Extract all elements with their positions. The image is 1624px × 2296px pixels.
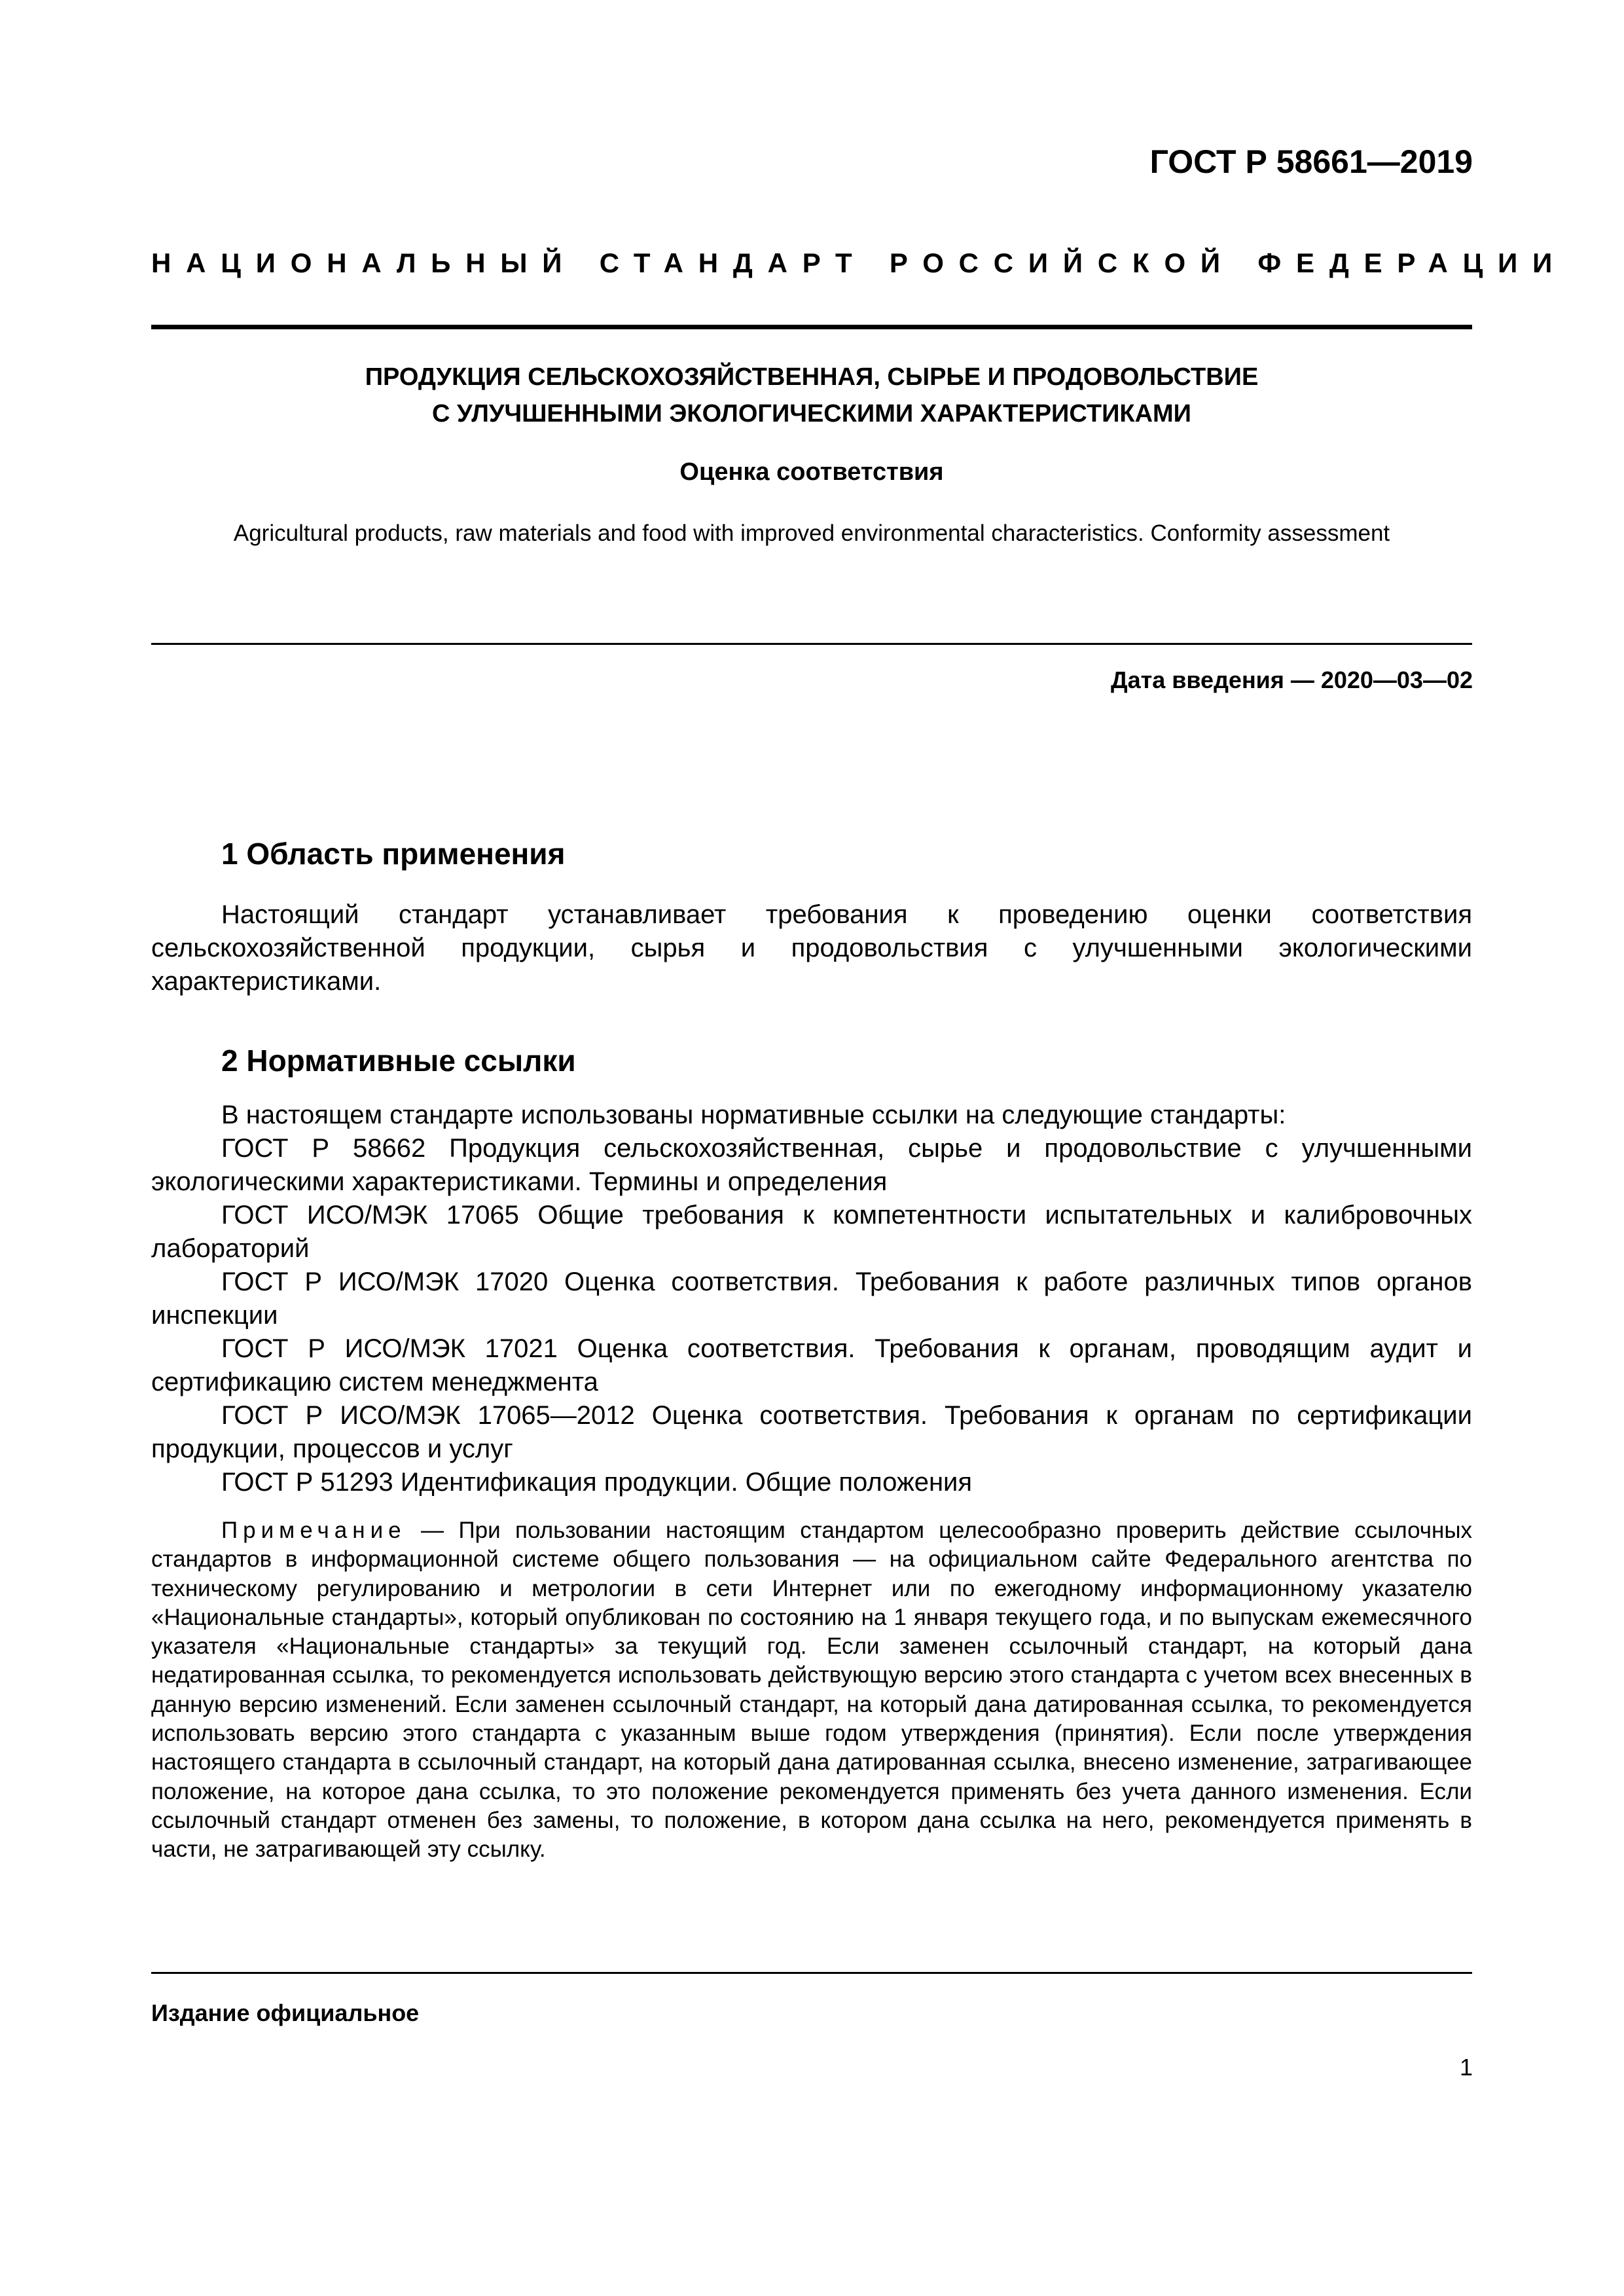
- section-1-text: [151, 898, 1472, 998]
- national-standard-banner: НАЦИОНАЛЬНЫЙ СТАНДАРТ РОССИЙСКОЙ ФЕДЕРАЦИИ: [151, 247, 1568, 278]
- section-1-heading: 1 Область применения: [221, 837, 566, 871]
- title-line-1: ПРОДУКЦИЯ СЕЛЬСКОХОЗЯЙСТВЕННАЯ, СЫРЬЕ И ПРОДОВОЛЬСТВИЕ: [365, 363, 1259, 391]
- note-text: — При пользовании настоящим стандартом целесообразно проверить действие ссылочных стандартов в информационной системе общего пользования — на официальном сайте Федерального агентства по техническому регулированию и метрологии в сети Интернет или по ежегодному информационному указателю «Национальные стандарты», который опубликован по состоянию на 1 января текущего года, и по выпускам ежемесячного указателя «Национальные стандарты» за текущий год. Если заменен ссылочный стандарт, на который дана недатированная ссылка, то рекомендуется использовать действующую версию этого стандарта с учетом всех внесенных в данную версию изменений. Если заменен ссылочный стандарт, на который дана датированная ссылка, то рекомендуется использовать версию этого стандарта с указанным выше годом утверждения (принятия). Если после утверждения настоящего стандарта в ссылочный стандарт, на который дана датированная ссылка, внесено изменение, затрагивающее положение, на которое дана ссылка, то это положение рекомендуется применять без учета данного изменения. Если ссылочный стандарт отменен без замены, то положение, в котором дана ссылка на него, рекомендуется применять в части, не затрагивающей эту ссылку.: [151, 1518, 1472, 1863]
- note: [151, 1516, 1472, 1865]
- section-2-heading: 2 Нормативные ссылки: [221, 1044, 576, 1078]
- english-title: Agricultural products, raw materials and food with improved environmental characteristics. Conformity assessment: [233, 520, 1390, 546]
- reference-item: ГОСТ ИСО/МЭК 17065 Общие требования к компетентности испытательных и калибровочных лабораторий: [151, 1201, 1472, 1263]
- reference-item: ГОСТ Р ИСО/МЭК 17021 Оценка соответствия. Требования к органам, проводящим аудит и сертификацию систем менеджмента: [151, 1334, 1472, 1396]
- document-subtitle: Оценка соответствия: [679, 458, 944, 486]
- page-number: 1: [1459, 2054, 1473, 2081]
- title-line-2: С УЛУЧШЕННЫМИ ЭКОЛОГИЧЕСКИМИ ХАРАКТЕРИСТИКАМИ: [432, 400, 1191, 428]
- title-rule: [151, 643, 1472, 645]
- header-rule: [151, 325, 1472, 329]
- reference-item: ГОСТ Р ИСО/МЭК 17020 Оценка соответствия. Требования к работе различных типов органов инспекции: [151, 1267, 1472, 1330]
- footer-rule: [151, 1972, 1472, 1974]
- official-edition-label: Издание официальное: [151, 1999, 420, 2026]
- document-title: [151, 359, 1472, 432]
- note-label: Примечание: [221, 1518, 406, 1543]
- reference-item: ГОСТ Р 51293 Идентификация продукции. Общие положения: [221, 1468, 973, 1497]
- introduction-date: Дата введения — 2020—03—02: [1110, 666, 1473, 693]
- section-2-references: [151, 1099, 1472, 1499]
- references-intro: В настоящем стандарте использованы нормативные ссылки на следующие стандарты:: [221, 1101, 1286, 1129]
- reference-item: ГОСТ Р ИСО/МЭК 17065—2012 Оценка соответствия. Требования к органам по сертификации продукции, процессов и услуг: [151, 1401, 1472, 1463]
- paragraph: Настоящий стандарт устанавливает требования к проведению оценки соответствия сельскохозяйственной продукции, сырья и продовольствия с улучшенными экологическими характеристиками.: [151, 900, 1472, 996]
- standard-designation: ГОСТ Р 58661—2019: [1149, 143, 1473, 180]
- reference-item: ГОСТ Р 58662 Продукция сельскохозяйственная, сырье и продовольствие с улучшенными экологическими характеристиками. Термины и определения: [151, 1134, 1472, 1196]
- note-paragraph: [151, 1516, 1472, 1865]
